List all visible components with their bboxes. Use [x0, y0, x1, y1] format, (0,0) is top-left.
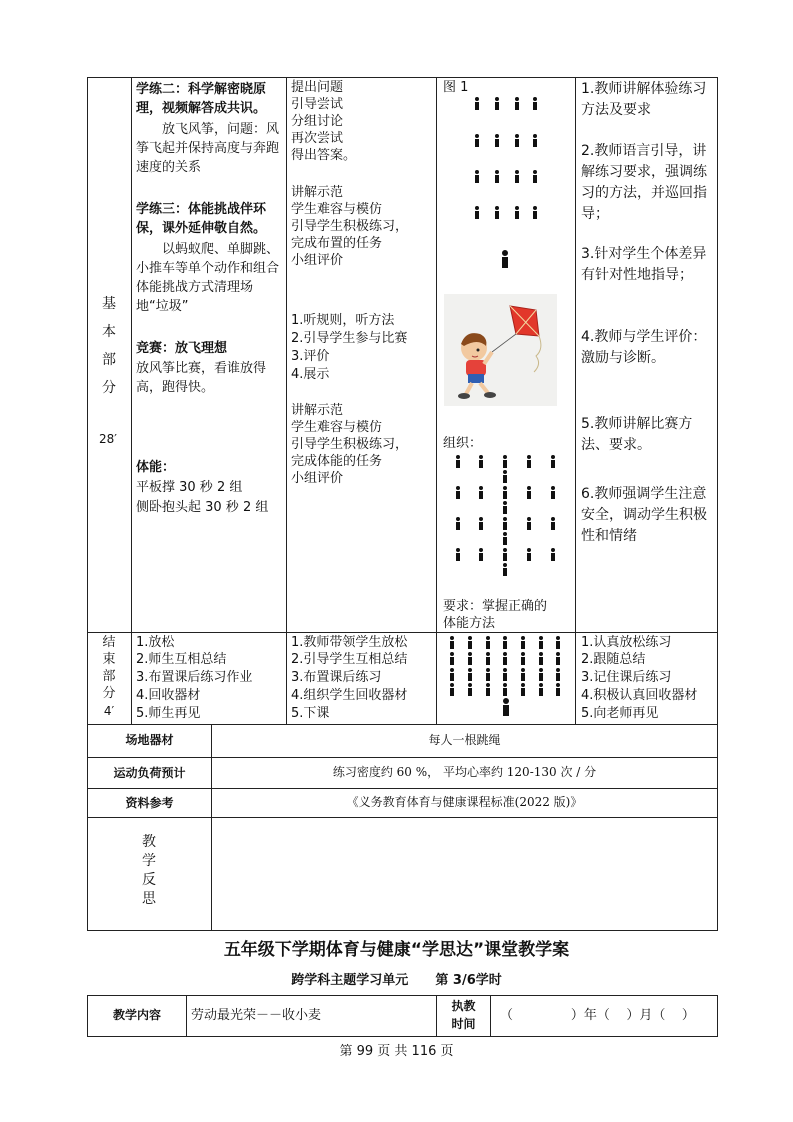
- basic-label-char: 分: [102, 380, 116, 396]
- end-student-line: 2.跟随总结: [581, 652, 646, 667]
- teacher-line: 完成布置的任务: [291, 236, 383, 251]
- student-activity: 2.教师语言引导，讲解练习要求，强调练习的方法，并巡回指导；: [581, 143, 707, 222]
- venue-value: 每人一根跳绳: [428, 733, 501, 747]
- teacher-line: 再次尝试: [291, 131, 344, 146]
- practice3-title: 学练三：体能挑战伴环保，课外延伸敬自然。: [136, 202, 267, 236]
- load-value: 练习密度约 60 %， 平均心率约 120-130 次 / 分: [332, 765, 597, 779]
- fitness-title: 体能：: [136, 460, 176, 475]
- reflection-char: 思: [142, 891, 156, 907]
- end-teacher-line: 1.教师带领学生放松: [291, 635, 408, 650]
- end-teacher-line: 5.下课: [291, 706, 330, 721]
- practice2-text: 放飞风筝，问题：风筝飞起并保持高度与奔跑速度的关系: [136, 122, 280, 175]
- page-footer: 第 99 页 共 116 页: [339, 1044, 454, 1059]
- student-activity: 6.教师强调学生注意安全，调动学生积极性和情绪: [581, 486, 707, 544]
- reference-value: 《义务教育体育与健康课程标准(2022 版)》: [346, 795, 583, 809]
- end-content-line: 4.回收器材: [136, 688, 201, 703]
- teacher-line: 小组评价: [291, 253, 344, 268]
- fitness-line: 侧卧抱头起 30 秒 2 组: [136, 500, 269, 515]
- end-content-line: 3.布置课后练习作业: [136, 670, 253, 685]
- teacher-line: 讲解示范: [291, 185, 344, 200]
- teacher-line: 学生难容与模仿: [291, 202, 383, 217]
- venue-label: 场地器材: [125, 733, 174, 747]
- exec-time-label: 时间: [451, 1017, 476, 1031]
- teacher-line: 提出问题: [291, 80, 344, 95]
- next-lesson-subtitle: 跨学科主题学习单元 第 3/6学时: [291, 973, 502, 988]
- content-value: 劳动最光荣－－收小麦: [191, 1008, 322, 1023]
- practice2-title: 学练二：科学解密晓原理，视频解答成共识。: [136, 82, 267, 116]
- next-lesson-title: 五年级下学期体育与健康“学思达”课堂教学案: [223, 940, 570, 960]
- teacher-line: 小组评价: [291, 471, 344, 486]
- end-student-line: 4.积极认真回收器材: [581, 688, 698, 703]
- end-student-line: 5.向老师再见: [581, 706, 659, 721]
- basic-time: 28′: [99, 432, 117, 446]
- teacher-line: 分组讨论: [291, 114, 344, 129]
- end-content-line: 2.师生互相总结: [136, 652, 227, 667]
- student-activity: 4.教师与学生评价：激励与诊断。: [581, 329, 707, 366]
- requirement-line: 体能方法: [443, 616, 496, 631]
- fitness-line: 平板撑 30 秒 2 组: [136, 480, 243, 495]
- end-label-char: 分: [102, 686, 116, 701]
- reflection-char: 学: [142, 853, 156, 869]
- end-label-char: 部: [102, 669, 116, 684]
- end-teacher-line: 3.布置课后练习: [291, 670, 382, 685]
- end-student-line: 1.认真放松练习: [581, 635, 672, 650]
- teacher-line: 引导学生积极练习，: [291, 219, 409, 234]
- student-activity: 5.教师讲解比赛方法、要求。: [581, 416, 693, 453]
- competition-text: 放风筝比赛，看谁放得高，跑得快。: [136, 361, 267, 395]
- date-value: （ ）年（ ）月（ ）: [500, 1008, 695, 1023]
- end-student-line: 3.记住课后练习: [581, 670, 672, 685]
- requirement-line: 要求：掌握正确的: [443, 599, 548, 614]
- basic-label-char: 本: [102, 324, 116, 340]
- teacher-line: 学生难容与模仿: [291, 420, 383, 435]
- teacher-line: 3.评价: [291, 349, 330, 364]
- teacher-line: 1.听规则，听方法: [291, 313, 395, 328]
- reflection-char: 反: [142, 872, 156, 888]
- organization-label: 组织：: [443, 436, 483, 451]
- competition-title: 竞赛：放飞理想: [136, 341, 228, 356]
- content-label: 教学内容: [112, 1008, 161, 1022]
- end-teacher-line: 4.组织学生回收器材: [291, 688, 408, 703]
- kite-boy-illustration: [444, 294, 557, 406]
- teacher-line: 2.引导学生参与比赛: [291, 331, 408, 346]
- end-label-char: 结: [102, 635, 116, 650]
- figure-label: 图 1: [443, 80, 469, 95]
- teacher-line: 讲解示范: [291, 403, 344, 418]
- load-label: 运动负荷预计: [113, 766, 186, 780]
- basic-label-char: 基: [102, 296, 116, 312]
- end-time: 4′: [103, 704, 115, 718]
- teacher-line: 得出答案。: [291, 148, 357, 163]
- practice3-text: 以蚂蚁爬、单脚跳、小推车等单个动作和组合体能挑战方式清理场地“垃圾”: [136, 242, 280, 314]
- end-content-line: 5.师生再见: [136, 706, 201, 721]
- exec-time-label: 执教: [451, 999, 476, 1013]
- student-activity: 3.针对学生个体差异有针对性地指导；: [581, 246, 707, 283]
- reference-label: 资料参考: [125, 796, 174, 810]
- end-label-char: 束: [102, 652, 116, 667]
- teacher-line: 4.展示: [291, 367, 330, 382]
- reflection-char: 教: [142, 834, 156, 850]
- teacher-line: 完成体能的任务: [291, 454, 383, 469]
- student-activity: 1.教师讲解体验练习方法及要求: [581, 81, 707, 118]
- teacher-line: 引导尝试: [291, 97, 344, 112]
- teacher-line: 引导学生积极练习，: [291, 437, 409, 452]
- end-content-line: 1.放松: [136, 635, 175, 650]
- basic-label-char: 部: [102, 352, 116, 368]
- end-teacher-line: 2.引导学生互相总结: [291, 652, 408, 667]
